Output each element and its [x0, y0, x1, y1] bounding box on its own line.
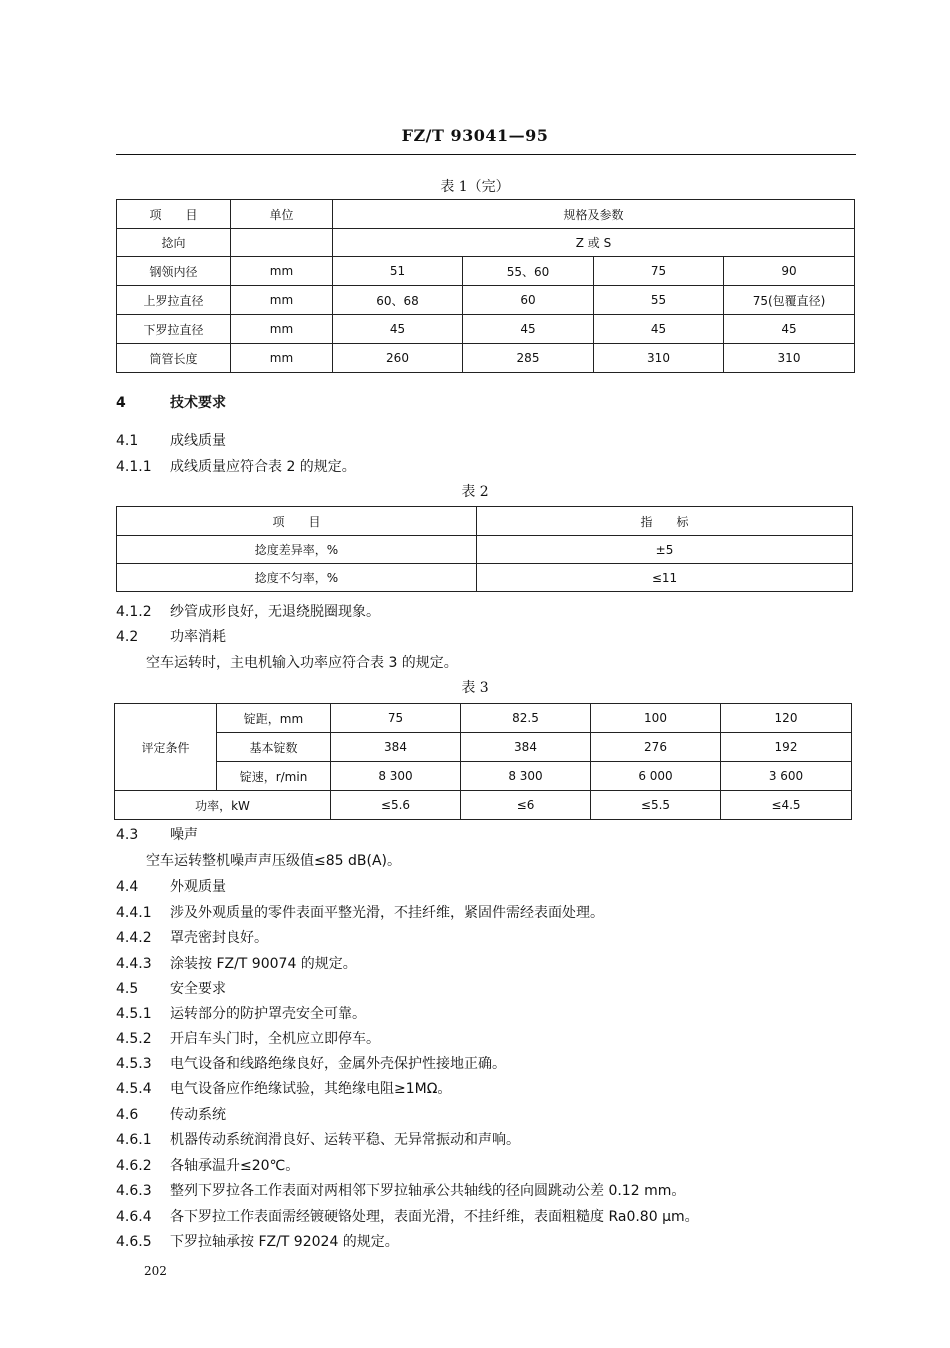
- table2-caption: 表 2: [461, 484, 489, 500]
- clause-line: 4.4.1 涉及外观质量的零件表面平整光滑，不挂纤维，紧固件需经表面处理。: [116, 905, 604, 921]
- clause-line: 4.5.1 运转部分的防护罩壳安全可靠。: [116, 1006, 366, 1022]
- table1-twist-label: 捻向: [117, 229, 231, 257]
- clause-line: 4.3 噪声: [116, 827, 198, 843]
- table1-cell: 60: [463, 286, 594, 315]
- table1-caption: 表 1（完）: [440, 179, 510, 195]
- clause-line: 4.6.5 下罗拉轴承按 FZ/T 92024 的规定。: [116, 1234, 399, 1250]
- table1-row-unit: mm: [231, 315, 333, 344]
- table3-power-cell: ≤5.6: [331, 791, 461, 820]
- standard-number-header: FZ/T 93041—95: [401, 126, 549, 145]
- table1-cell: 260: [333, 344, 463, 373]
- clause-line: 4.5.4 电气设备应作绝缘试验，其绝缘电阻≥1MΩ。: [116, 1081, 452, 1097]
- section-4-heading: 4 技术要求: [116, 395, 226, 411]
- section-4-2-body: 空车运转时，主电机输入功率应符合表 3 的规定。: [146, 655, 458, 671]
- table3-cell: 8 300: [461, 762, 591, 791]
- table1-cell: 75: [594, 257, 724, 286]
- table1-cell: 285: [463, 344, 594, 373]
- table1-row-unit: mm: [231, 257, 333, 286]
- table2-header-item: 项 目: [117, 507, 477, 536]
- clause-line: 4.6.2 各轴承温升≤20℃。: [116, 1158, 300, 1174]
- table1-cell: 75(包覆直径): [724, 286, 855, 315]
- table1-row-label: 下罗拉直径: [117, 315, 231, 344]
- clause-line: 4.6 传动系统: [116, 1107, 226, 1123]
- table3-row-label: 锭速，r/min: [217, 762, 331, 791]
- clause-line: 空车运转整机噪声声压级值≤85 dB(A)。: [146, 853, 401, 869]
- table2-header-index: 指 标: [477, 507, 853, 536]
- table2-row-value: ≤11: [477, 564, 853, 592]
- table1-cell: 45: [594, 315, 724, 344]
- table1: [116, 199, 855, 373]
- table1-cell: 60、68: [333, 286, 463, 315]
- table3-cell: 384: [461, 733, 591, 762]
- table2-row-item: 捻度差异率，%: [117, 536, 477, 564]
- header-rule: [116, 154, 856, 155]
- table3-cell: 100: [591, 704, 721, 733]
- table3-cell: 8 300: [331, 762, 461, 791]
- table1-cell: 45: [333, 315, 463, 344]
- table3-power-cell: ≤4.5: [721, 791, 852, 820]
- table3-row-label: 锭距，mm: [217, 704, 331, 733]
- table3-cell: 192: [721, 733, 852, 762]
- table1-header-item: 项 目: [117, 200, 231, 229]
- clause-line: 4.5.3 电气设备和线路绝缘良好，金属外壳保护性接地正确。: [116, 1056, 506, 1072]
- table1-cell: 55、60: [463, 257, 594, 286]
- table1-row-unit: mm: [231, 286, 333, 315]
- table1-header-unit: 单位: [231, 200, 333, 229]
- table3-cell: 82.5: [461, 704, 591, 733]
- table3-cell: 276: [591, 733, 721, 762]
- table3-cell: 75: [331, 704, 461, 733]
- table1-row-unit: mm: [231, 344, 333, 373]
- table3-group-label: 评定条件: [115, 704, 217, 791]
- table1-cell: 310: [594, 344, 724, 373]
- table3-power-cell: ≤5.5: [591, 791, 721, 820]
- table1-twist-value: Z 或 S: [333, 229, 855, 257]
- table3-cell: 3 600: [721, 762, 852, 791]
- table1-cell: 55: [594, 286, 724, 315]
- table1-row-label: 上罗拉直径: [117, 286, 231, 315]
- table3-cell: 6 000: [591, 762, 721, 791]
- clause-line: 4.4.3 涂装按 FZ/T 90074 的规定。: [116, 956, 357, 972]
- section-4-1-2: 4.1.2 纱管成形良好，无退绕脱圈现象。: [116, 604, 380, 620]
- table1-header-spec: 规格及参数: [333, 200, 855, 229]
- clause-line: 4.6.1 机器传动系统润滑良好、运转平稳、无异常振动和声响。: [116, 1132, 520, 1148]
- clause-line: 4.6.4 各下罗拉工作表面需经镀硬铬处理，表面光滑，不挂纤维，表面粗糙度 Ra0.80 μm。: [116, 1209, 699, 1225]
- table1-row-label: 钢领内径: [117, 257, 231, 286]
- clause-line: 4.4 外观质量: [116, 879, 226, 895]
- clause-line: 4.5 安全要求: [116, 981, 226, 997]
- table3-caption: 表 3: [461, 680, 489, 696]
- table3-power-cell: ≤6: [461, 791, 591, 820]
- clause-line: 4.6.3 整列下罗拉各工作表面对两相邻下罗拉轴承公共轴线的径向圆跳动公差 0.12 mm。: [116, 1183, 686, 1199]
- section-4-1-1: 4.1.1 成线质量应符合表 2 的规定。: [116, 459, 356, 475]
- table2: [116, 506, 853, 592]
- table1-row-label: 筒管长度: [117, 344, 231, 373]
- table1-cell: 51: [333, 257, 463, 286]
- clause-line: 4.4.2 罩壳密封良好。: [116, 930, 268, 946]
- table3-cell: 384: [331, 733, 461, 762]
- table2-row-item: 捻度不匀率，%: [117, 564, 477, 592]
- table1-twist-unit: [231, 229, 333, 257]
- section-4-2-heading: 4.2 功率消耗: [116, 629, 226, 645]
- table1-cell: 90: [724, 257, 855, 286]
- table3: [114, 703, 852, 820]
- section-4-1-heading: 4.1 成线质量: [116, 433, 226, 449]
- table3-power-label: 功率，kW: [115, 791, 331, 820]
- table3-row-label: 基本锭数: [217, 733, 331, 762]
- table1-cell: 310: [724, 344, 855, 373]
- page-number: 202: [144, 1264, 167, 1278]
- table1-cell: 45: [463, 315, 594, 344]
- table2-row-value: ±5: [477, 536, 853, 564]
- table3-cell: 120: [721, 704, 852, 733]
- clause-line: 4.5.2 开启车头门时，全机应立即停车。: [116, 1031, 380, 1047]
- table1-cell: 45: [724, 315, 855, 344]
